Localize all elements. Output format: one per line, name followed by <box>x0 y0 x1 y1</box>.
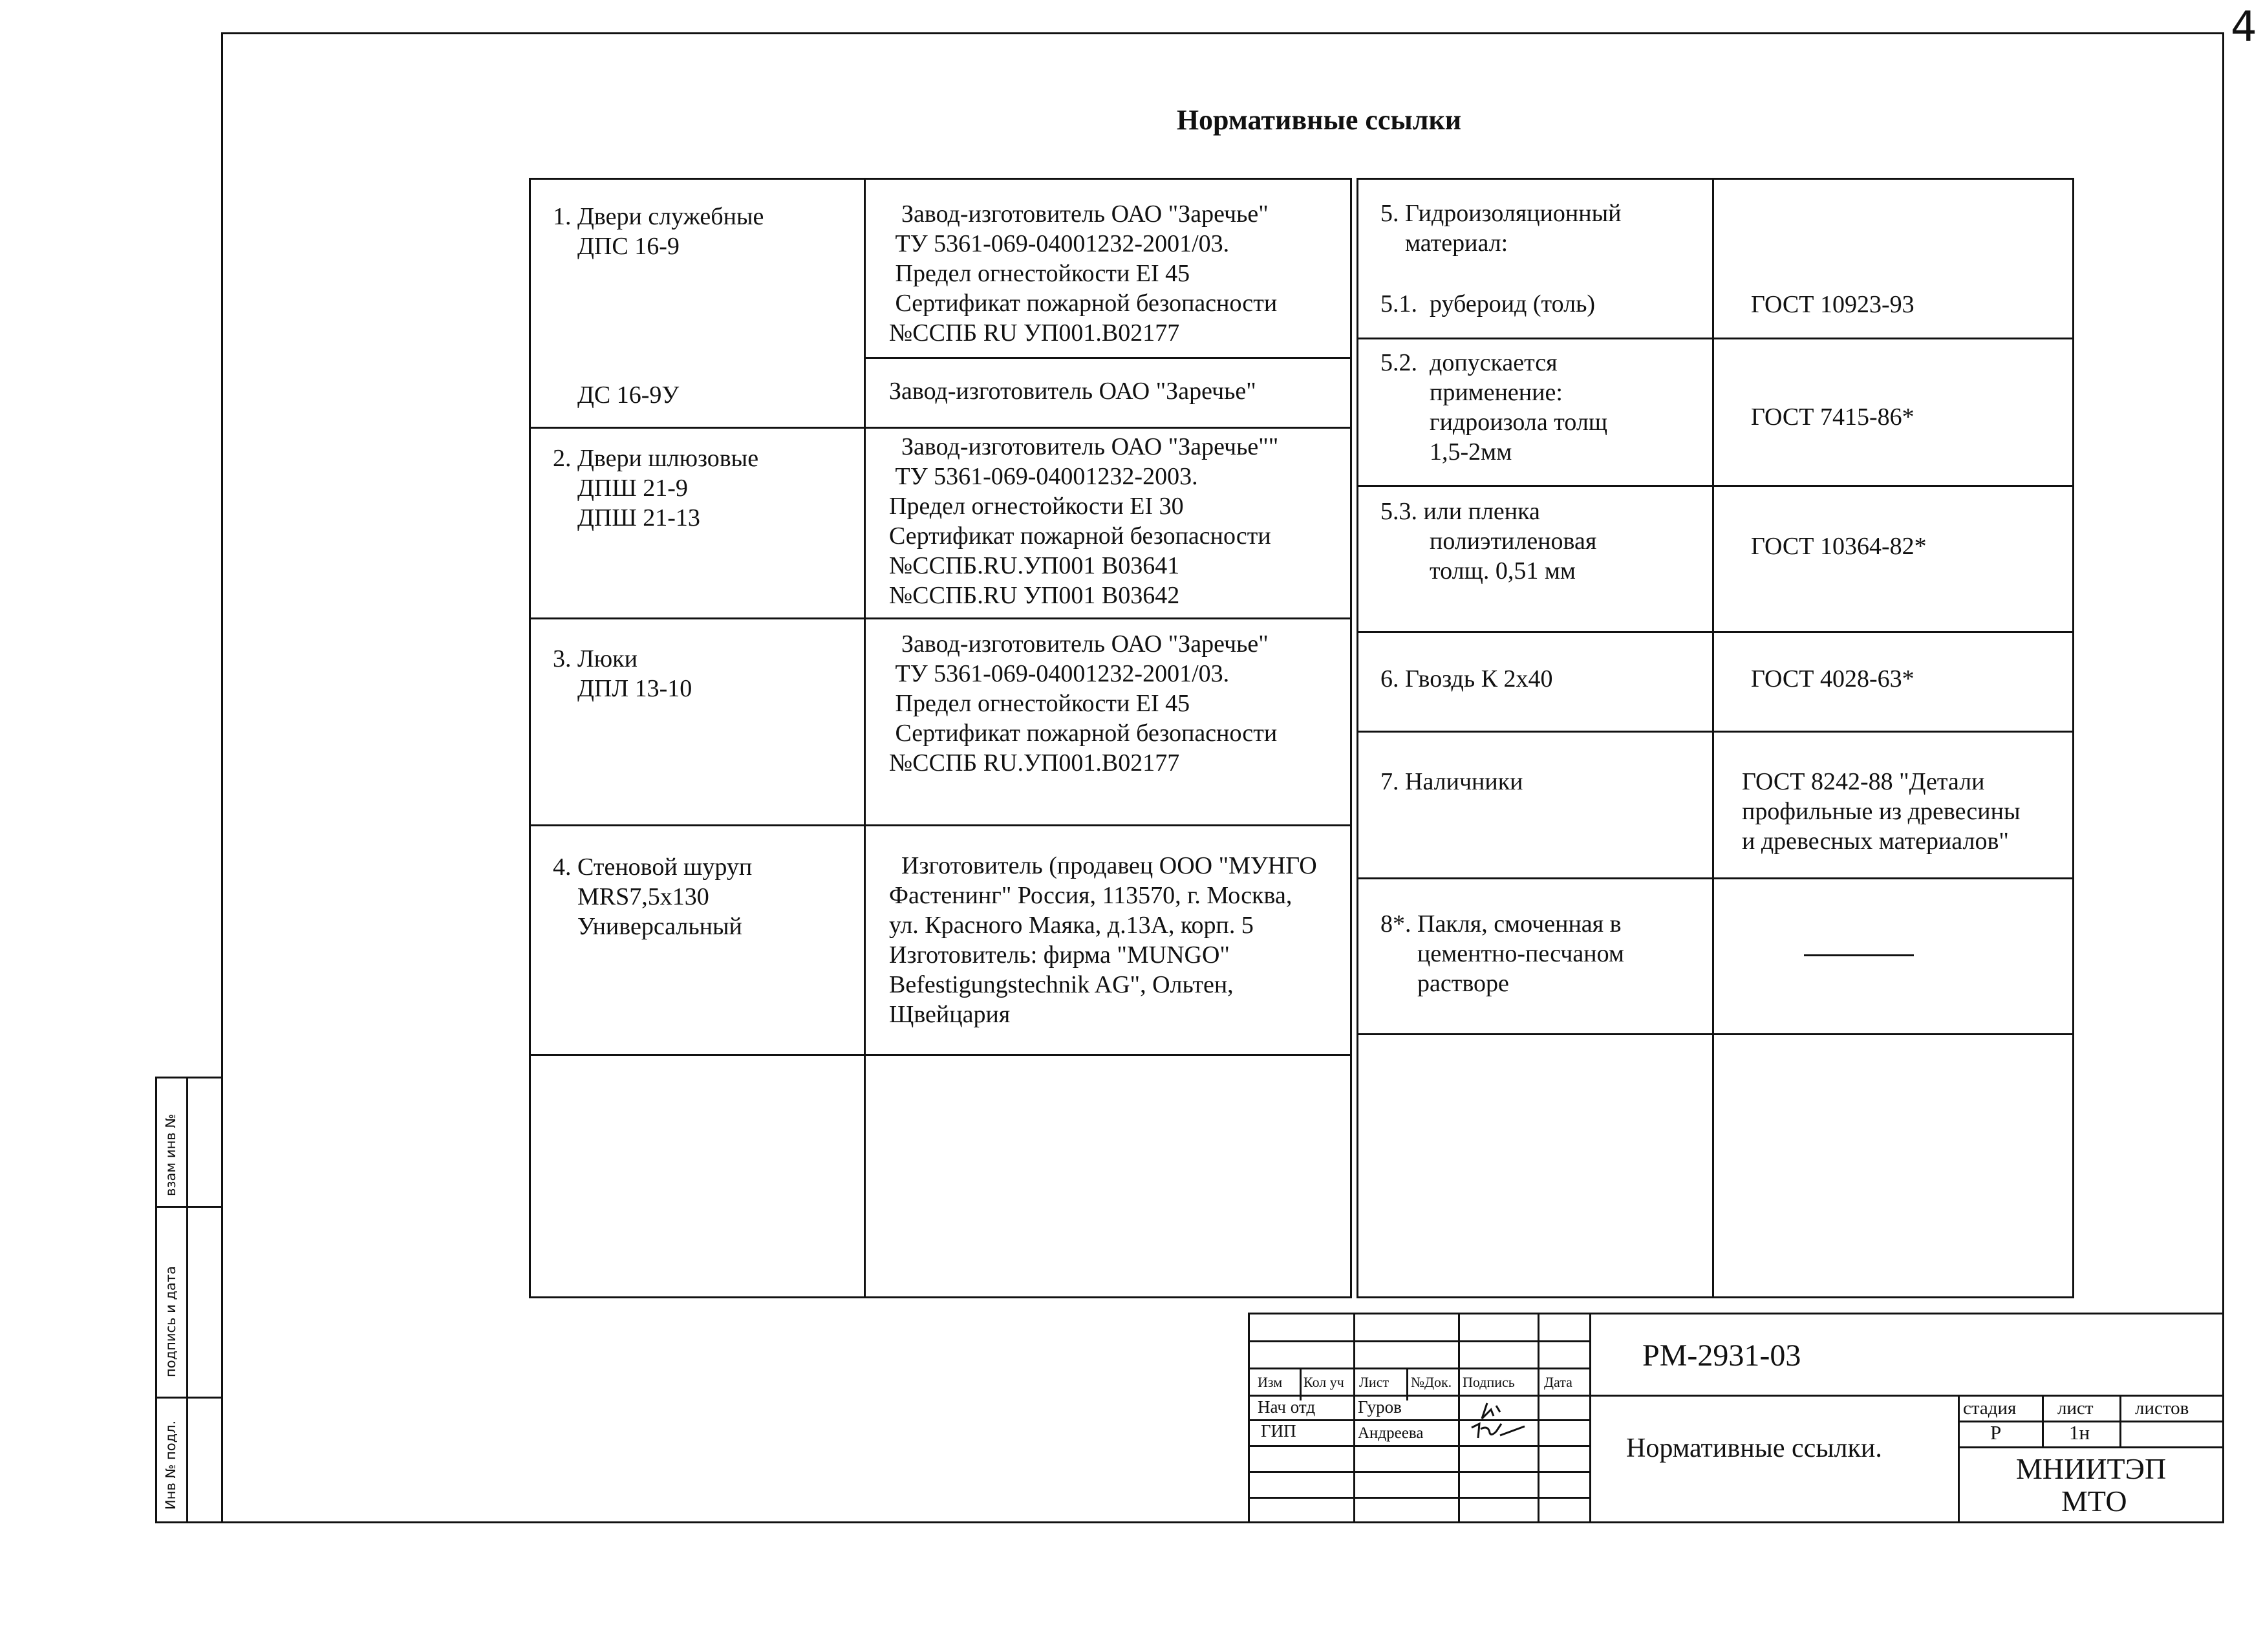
right-item-ref: ГОСТ 7415-86* <box>1751 403 1914 431</box>
side-stamp-divider <box>186 1077 188 1523</box>
page-number: 4 <box>2231 3 2257 51</box>
tb-role: ГИП <box>1261 1421 1296 1441</box>
right-item-name: 5.1. рубероид (толь) <box>1380 290 1596 317</box>
sheet-value: 1н <box>2069 1421 2090 1444</box>
tb-row-line <box>1958 1446 2224 1448</box>
right-table <box>1357 178 2074 1298</box>
left-row-line <box>529 427 1352 429</box>
right-row-line <box>1357 485 2074 487</box>
dash-line <box>1804 954 1914 956</box>
right-item-ref: ГОСТ 8242-88 "Детали профильные из древесины и древесных материалов" <box>1742 768 2021 855</box>
tb-header-doc: №Док. <box>1411 1374 1452 1390</box>
tb-col-line <box>1353 1313 1355 1523</box>
left-table-divider <box>864 178 866 1298</box>
left-row-line <box>864 357 1352 359</box>
tb-row-line <box>1248 1419 1589 1421</box>
tb-header-date: Дата <box>1544 1374 1572 1390</box>
right-item-name: 7. Наличники <box>1380 768 1523 795</box>
organization-dept: МТО <box>2061 1485 2127 1518</box>
side-label-replace: взам инв № <box>163 1113 178 1196</box>
left-item-name: 4. Стеновой шуруп MRS7,5x130 Универсальный <box>553 853 753 940</box>
tb-row-line <box>1248 1340 1589 1342</box>
stage-label: стадия <box>1963 1398 2017 1419</box>
left-row-line <box>529 1054 1352 1056</box>
right-item-name: 8*. Пакля, смоченная в цементно-песчаном растворе <box>1380 910 1624 997</box>
side-stamp-line <box>155 1206 223 1208</box>
right-item-ref: ГОСТ 10364-82* <box>1751 533 1927 560</box>
right-row-line <box>1357 631 2074 633</box>
tb-col-line <box>1538 1313 1539 1523</box>
sheet-label: лист <box>2057 1398 2094 1419</box>
right-row-line <box>1357 1033 2074 1035</box>
tb-row-line <box>1589 1395 2224 1397</box>
tb-person: Гуров <box>1358 1397 1402 1417</box>
tb-header-izm: Изм <box>1258 1374 1283 1390</box>
right-item-ref: ГОСТ 10923-93 <box>1751 291 1914 318</box>
right-item-name: 5.2. допускается применение: гидроизола толщ 1,5-2мм <box>1380 349 1608 466</box>
side-stamp-line <box>155 1397 223 1399</box>
tb-person: Андреева <box>1358 1424 1424 1442</box>
right-item-name: 6. Гвоздь К 2х40 <box>1380 665 1553 692</box>
document-name: Нормативные ссылки. <box>1626 1433 1882 1463</box>
tb-header-signature: Подпись <box>1463 1374 1515 1390</box>
left-item-name: ДС 16-9У <box>553 381 680 409</box>
left-row-line <box>529 824 1352 826</box>
right-item-name: 5. Гидроизоляционный материал: <box>1380 200 1622 257</box>
right-table-divider <box>1712 178 1714 1298</box>
left-item-name: 1. Двери служебные ДПС 16-9 <box>553 203 764 260</box>
left-item-desc: Завод-изготовитель ОАО "Заречье" <box>889 378 1256 405</box>
tb-row-line <box>1248 1445 1589 1447</box>
left-item-desc: Завод-изготовитель ОАО "Заречье"" ТУ 5361-069-04001232-2003. Предел огнестойкости EI 30 Сертификат пожарной безопасности №ССПБ.RU.УП001 В03641 №ССПБ.RU УП001 В03642 <box>889 433 1279 609</box>
tb-col-line <box>1458 1313 1460 1523</box>
page-title: Нормативные ссылки <box>1176 104 1462 136</box>
tb-header-kol: Кол уч <box>1303 1374 1344 1390</box>
stage-value: Р <box>1990 1421 2002 1444</box>
side-label-signature: подпись и дата <box>163 1266 178 1377</box>
left-item-name: 2. Двери шлюзовые ДПШ 21-9 ДПШ 21-13 <box>553 445 759 531</box>
tb-row-line <box>1248 1368 1589 1369</box>
tb-role: Нач отд <box>1258 1397 1316 1417</box>
tb-row-line <box>1248 1497 1589 1499</box>
tb-row-line <box>1248 1471 1589 1473</box>
organization-name: МНИИТЭП <box>2016 1452 2167 1485</box>
right-item-name: 5.3. или пленка полиэтиленовая толщ. 0,51 мм <box>1380 498 1597 585</box>
signature-mark <box>1463 1390 1534 1448</box>
right-row-line <box>1357 731 2074 733</box>
side-label-inv: Инв № подл. <box>163 1420 178 1510</box>
right-row-line <box>1357 877 2074 879</box>
document-code: РМ-2931-03 <box>1642 1338 1801 1373</box>
tb-header-list: Лист <box>1359 1374 1389 1390</box>
tb-col-line <box>1958 1395 1960 1523</box>
left-item-name: 3. Люки ДПЛ 13-10 <box>553 645 692 702</box>
right-row-line <box>1357 338 2074 339</box>
sheets-label: листов <box>2135 1398 2189 1419</box>
tb-col-line <box>1589 1313 1591 1523</box>
left-item-desc: Завод-изготовитель ОАО "Заречье" ТУ 5361-069-04001232-2001/03. Предел огнестойкости EI 45 Сертификат пожарной безопасности №ССПБ RU УП001.В02177 <box>889 200 1278 347</box>
left-row-line <box>529 617 1352 619</box>
left-item-desc: Изготовитель (продавец ООО "МУНГО Фастенинг" Россия, 113570, г. Москва, ул. Красного Маяка, д.13А, корп. 5 Изготовитель: фирма "MUNGO" Befestigungstechnik AG", Ольтен, Щвейцария <box>889 852 1317 1028</box>
left-item-desc: Завод-изготовитель ОАО "Заречье" ТУ 5361-069-04001232-2001/03. Предел огнестойкости EI 45 Сертификат пожарной безопасности №ССПБ RU.УП001.В02177 <box>889 630 1278 777</box>
right-item-ref: ГОСТ 4028-63* <box>1751 665 1914 692</box>
